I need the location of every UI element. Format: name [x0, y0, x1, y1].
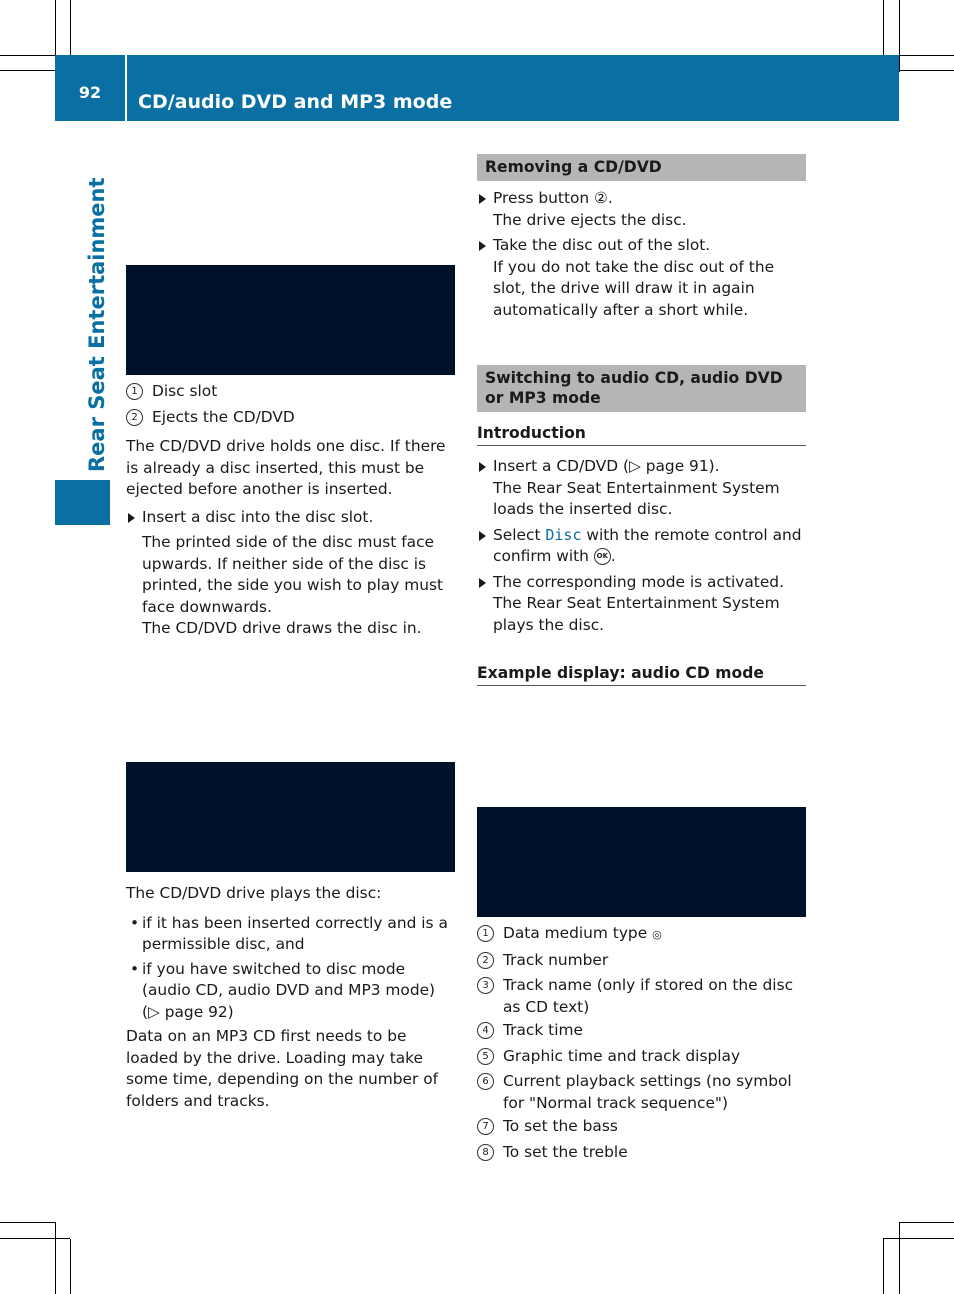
- section-side-label: Rear Seat Entertainment: [85, 177, 109, 472]
- legend-text: Ejects the CD/DVD: [152, 407, 295, 426]
- legend-number: 1: [126, 383, 143, 400]
- instruction-step: [477, 188, 809, 210]
- legend-text: Current playback settings (no symbol for "Normal track sequence"): [503, 1072, 792, 1112]
- instruction-step: [477, 235, 809, 257]
- step-text: Insert a CD/DVD (▷ page 91).: [493, 457, 720, 475]
- legend-number: 8: [477, 1144, 494, 1161]
- bullet-dot: •: [130, 959, 140, 978]
- bullet-text: if you have switched to disc mode (audio CD, audio DVD and MP3 mode): [142, 959, 436, 999]
- subheading-example-display: Example display: audio CD mode: [477, 664, 806, 686]
- illustration-faint-mid: [126, 650, 455, 758]
- legend-item: [477, 975, 809, 1018]
- crop-mark: [70, 1239, 71, 1294]
- instruction-step: [477, 572, 809, 637]
- page-number: 92: [78, 82, 102, 102]
- step-result: The drive ejects the disc.: [493, 210, 687, 229]
- legend-item: [477, 1142, 809, 1164]
- legend-item: [477, 1020, 809, 1042]
- bullet-dot: •: [130, 913, 140, 932]
- legend-text: To set the bass: [503, 1117, 618, 1135]
- step-arrow-icon: [128, 513, 135, 523]
- step-arrow-icon: [479, 241, 486, 251]
- removing-steps: [477, 188, 809, 321]
- switching-steps: [477, 456, 809, 636]
- crop-mark: [0, 1222, 55, 1223]
- illustration-faint-top: [126, 150, 455, 260]
- crop-mark: [70, 0, 71, 55]
- crop-mark: [0, 55, 55, 56]
- crop-mark: [899, 1222, 900, 1294]
- section-heading-removing: Removing a CD/DVD: [477, 154, 806, 181]
- legend-text: Data medium type: [503, 924, 648, 942]
- legend-number: 1: [477, 925, 494, 942]
- page-header: [55, 55, 899, 121]
- legend-number: 7: [477, 1118, 494, 1135]
- bullet-text: if it has been inserted correctly and is a permissible disc, and: [142, 913, 448, 953]
- disc-menu-item: Disc: [545, 525, 582, 544]
- section-heading-switching: Switching to audio CD, audio DVD or MP3 mode: [477, 365, 806, 412]
- cd-icon: ◎: [652, 928, 662, 941]
- left-column-top: [126, 381, 458, 640]
- crop-mark: [883, 1238, 954, 1239]
- legend-number: 6: [477, 1073, 494, 1090]
- crop-mark: [883, 1239, 884, 1294]
- step-result: The printed side of the disc must face upwards. If neither side of the disc is printed, the side you wish to play must face downwards.: [142, 533, 444, 616]
- legend-number: 2: [477, 952, 494, 969]
- instruction-step: [126, 507, 458, 529]
- legend-item: [477, 923, 809, 946]
- bullet-item: [126, 913, 458, 956]
- step-arrow-icon: [479, 578, 486, 588]
- step-result: If you do not take the disc out of the slot, the drive will draw it in again automatically after a short while.: [493, 257, 775, 319]
- illustration-disc-slot: [126, 265, 455, 375]
- step-text: Take the disc out of the slot.: [493, 236, 711, 254]
- legend-number: 2: [126, 409, 143, 426]
- legend-number: 4: [477, 1022, 494, 1039]
- example-legend: [477, 923, 809, 1163]
- legend-item: [477, 1046, 809, 1068]
- legend-text: Track time: [503, 1021, 583, 1039]
- legend-text: Graphic time and track display: [503, 1046, 741, 1065]
- legend-text: Track number: [503, 950, 609, 969]
- illustration-audio-cd-display: [477, 807, 806, 917]
- legend-item: [477, 1071, 809, 1114]
- instruction-step: Select Disc with the remote control and confirm with OK .: [477, 525, 809, 568]
- crop-mark: [55, 1222, 56, 1294]
- subheading-introduction: Introduction: [477, 424, 806, 446]
- step-result: The CD/DVD drive draws the disc in.: [142, 619, 422, 637]
- mp3-note: Data on an MP3 CD first needs to be loaded by the drive. Loading may take some time, depending on the number of folders and tracks.: [126, 1027, 439, 1110]
- side-tab: [55, 480, 110, 525]
- legend-item: [477, 950, 809, 972]
- illustration-faint-display: [477, 700, 806, 805]
- illustration-disc-insert: [126, 762, 455, 872]
- step-arrow-icon: [479, 194, 486, 204]
- step-result: The Rear Seat Entertainment System loads the inserted disc.: [493, 478, 780, 518]
- crop-mark: [899, 55, 954, 56]
- left-column-bottom: [126, 883, 458, 1112]
- step-text-post: with the remote control and confirm with: [493, 525, 802, 565]
- legend-text: Disc slot: [152, 382, 218, 400]
- step-arrow-icon: [479, 531, 486, 541]
- legend-number: 3: [477, 977, 494, 994]
- crop-mark: [899, 1222, 954, 1223]
- header-divider: [125, 55, 127, 121]
- step-arrow-icon: [479, 462, 486, 472]
- step-text-pre: Select: [493, 525, 546, 544]
- instruction-step: [477, 456, 809, 478]
- legend-item: [126, 407, 458, 429]
- intro-paragraph: The CD/DVD drive holds one disc. If there is already a disc inserted, this must be ejected before another is inserted.: [126, 437, 446, 498]
- legend-text: Track name (only if stored on the disc as CD text): [503, 976, 794, 1016]
- legend-text: To set the treble: [503, 1142, 628, 1161]
- page-title: CD/audio DVD and MP3 mode: [138, 91, 453, 113]
- plays-intro: The CD/DVD drive plays the disc:: [126, 884, 382, 902]
- legend-number: 5: [477, 1048, 494, 1065]
- crop-mark: [899, 0, 900, 72]
- crop-mark: [883, 0, 884, 55]
- bullet-item: [126, 959, 458, 1024]
- step-text: The corresponding mode is activated. The Rear Seat Entertainment System plays the disc.: [493, 572, 784, 634]
- crop-mark: [0, 1238, 70, 1239]
- ok-button-icon: OK: [594, 548, 611, 565]
- step-text: Press button ②.: [493, 189, 613, 207]
- legend-item: [126, 381, 458, 403]
- legend-item: [477, 1116, 809, 1138]
- page-reference[interactable]: (▷ page 92): [142, 1002, 234, 1021]
- step-text: Insert a disc into the disc slot.: [142, 507, 374, 526]
